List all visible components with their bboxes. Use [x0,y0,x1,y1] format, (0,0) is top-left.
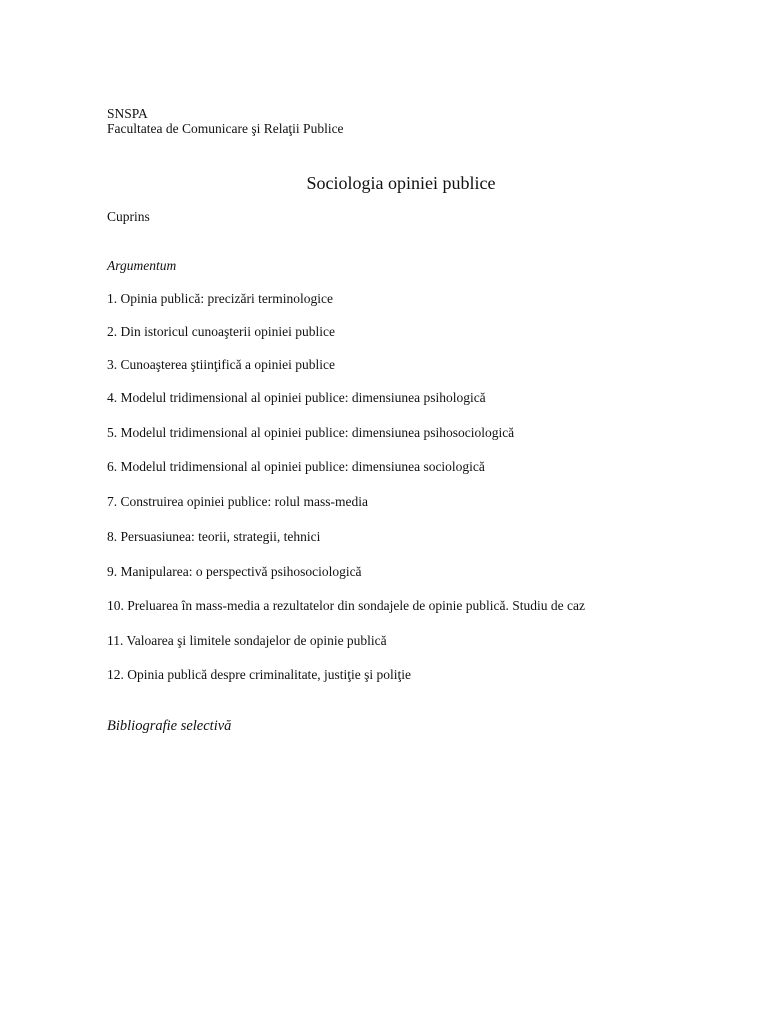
document-header [107,106,344,136]
contents-item-5: 5. Modelul tridimensional al opiniei publice: dimensiunea psihosociologică [107,425,515,440]
contents-item-9: 9. Manipularea: o perspectivă psihosociologică [107,564,362,579]
contents-item-11: 11. Valoarea şi limitele sondajelor de opinie publică [107,633,387,648]
contents-item-2: 2. Din istoricul cunoaşterii opiniei publice [107,324,335,339]
contents-item-12: 12. Opinia publică despre criminalitate, justiţie şi poliţie [107,667,412,682]
contents-item-10: 10. Preluarea în mass-media a rezultatelor din sondajele de opinie publică. Studiu de caz [107,598,585,613]
contents-heading: Cuprins [107,209,150,224]
page-title: Sociologia opiniei publice [306,173,496,193]
contents-item-1: 1. Opinia publică: precizări terminologice [107,291,334,306]
contents-item-7: 7. Construirea opiniei publice: rolul mass-media [107,494,368,509]
contents-intro: Argumentum [107,258,177,273]
institution-name: SNSPA [107,106,148,121]
contents-item-4: 4. Modelul tridimensional al opiniei publice: dimensiunea psihologică [107,390,486,405]
faculty-name: Facultatea de Comunicare şi Relaţii Publice [107,121,344,136]
contents-item-8: 8. Persuasiunea: teorii, strategii, tehnici [107,529,321,544]
contents-item-6: 6. Modelul tridimensional al opiniei publice: dimensiunea sociologică [107,459,485,474]
contents-item-3: 3. Cunoaşterea ştiinţifică a opiniei publice [107,357,335,372]
bibliography-heading: Bibliografie selectivă [107,718,232,734]
